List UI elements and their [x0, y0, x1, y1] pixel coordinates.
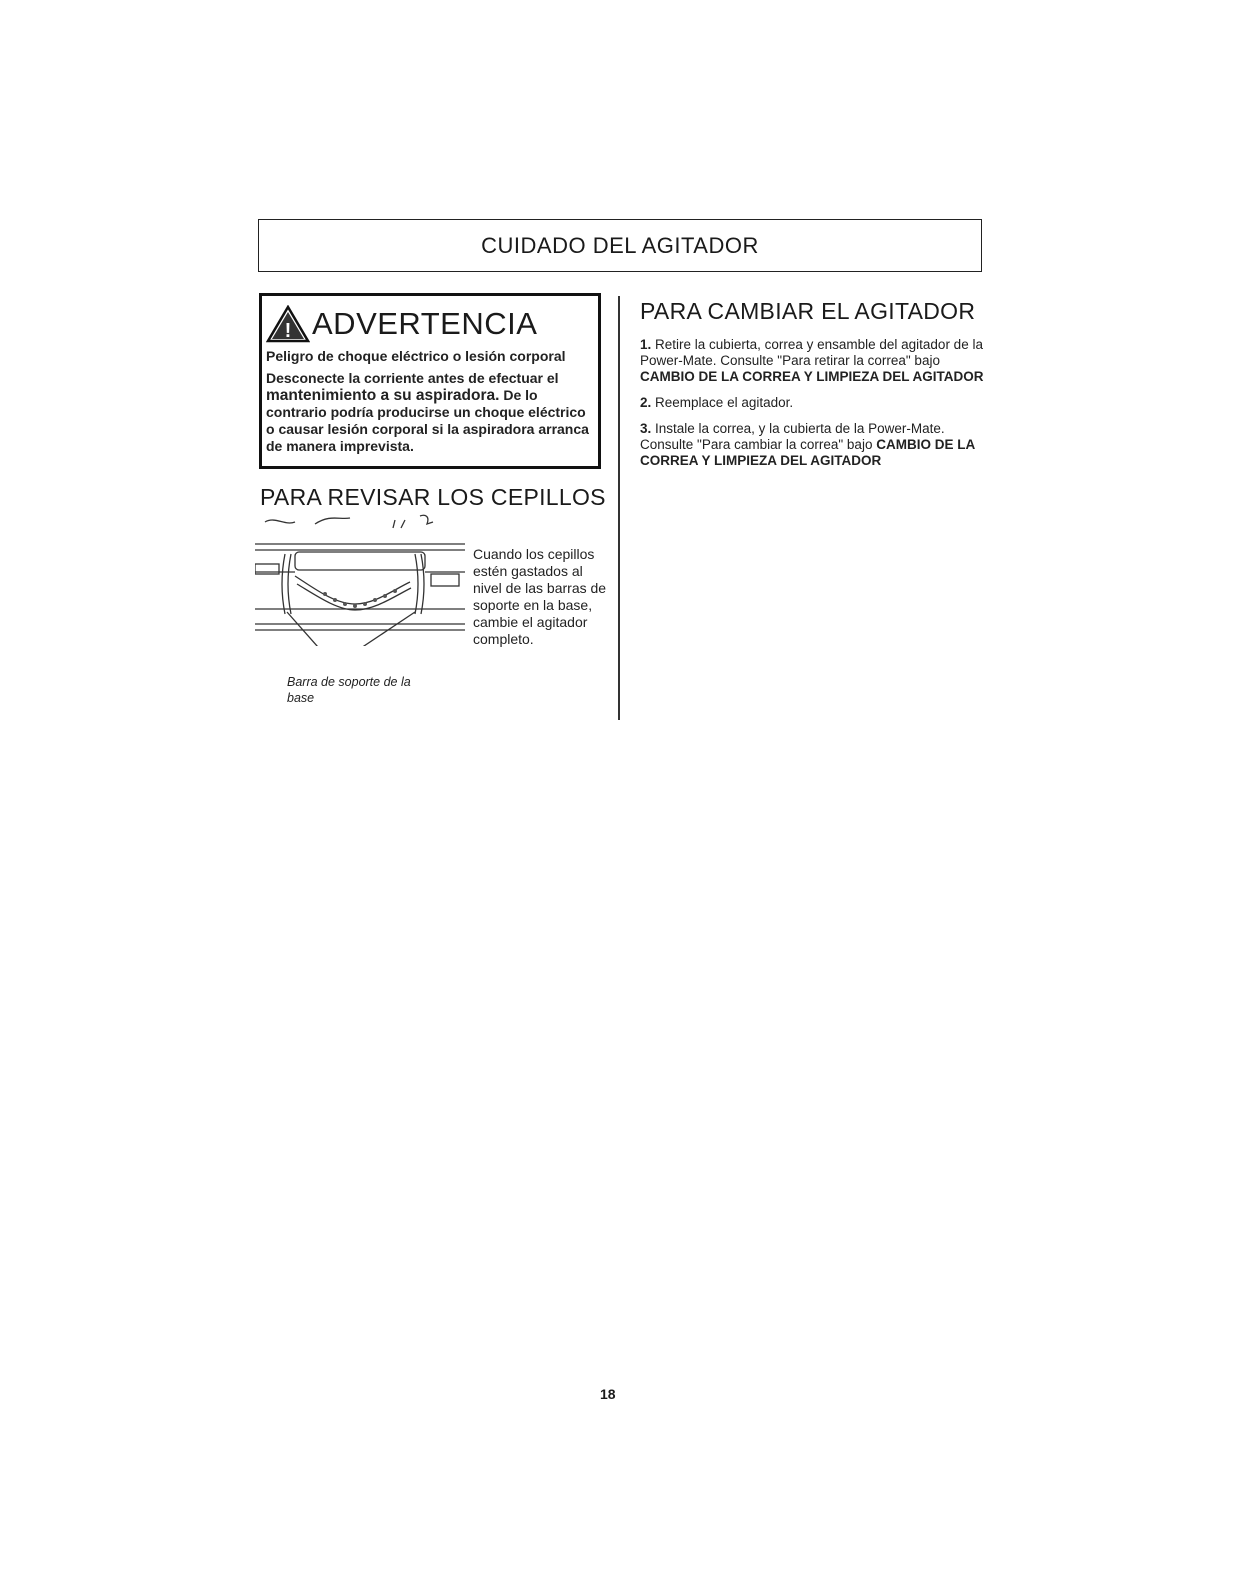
warning-body-part3: De lo contrario podría producirse un choque eléctrico o causar lesión corporal si la aspiradora arranca de manera imprevista. [266, 387, 589, 454]
agitator-illustration [255, 514, 465, 646]
section-title-box [258, 219, 982, 272]
agitator-steps [640, 337, 985, 479]
step-2 [640, 395, 985, 411]
agitator-heading: PARA CAMBIAR EL AGITADOR [640, 298, 976, 324]
step-3 [640, 421, 985, 469]
warning-body-part1: Desconecte la corriente antes de efectuar el [266, 370, 559, 386]
step-1-text: Retire la cubierta, correa y ensamble del agitador de la Power-Mate. Consulte "Para retirar la correa" bajo [640, 337, 983, 368]
step-2-text: Reemplace el agitador. [655, 395, 794, 410]
warning-subtitle: Peligro de choque eléctrico o lesión corporal [266, 348, 566, 364]
warning-header [266, 302, 592, 346]
warning-body [266, 370, 592, 455]
page-title: CUIDADO DEL AGITADOR [481, 232, 759, 258]
step-1 [640, 337, 985, 385]
figure-label: Barra de soporte de la base [287, 675, 411, 705]
step-3-number: 3. [640, 421, 652, 436]
column-divider [618, 296, 620, 720]
step-3-text: Instale la correa, y la cubierta de la Power-Mate. Consulte "Para cambiar la correa" bajo [640, 421, 945, 452]
step-1-number: 1. [640, 337, 652, 352]
warning-body-part2: mantenimiento a su aspiradora. [266, 387, 500, 404]
warning-title: ADVERTENCIA [312, 306, 538, 341]
step-2-number: 2. [640, 395, 652, 410]
step-3-reference: CAMBIO DE LA CORREA Y LIMPIEZA DEL AGITADOR [640, 437, 975, 468]
page-number: 18 [600, 1386, 616, 1402]
warning-box [259, 293, 601, 469]
brushes-heading: PARA REVISAR LOS CEPILLOS [260, 484, 606, 510]
svg-text:!: ! [284, 320, 292, 342]
step-1-reference: CAMBIO DE LA CORREA Y LIMPIEZA DEL AGITADOR [640, 369, 984, 384]
brushes-caption: Cuando los cepillos estén gastados al nivel de las barras de soporte en la base, cambie el agitador completo. [473, 546, 607, 647]
warning-triangle-icon [266, 305, 310, 343]
